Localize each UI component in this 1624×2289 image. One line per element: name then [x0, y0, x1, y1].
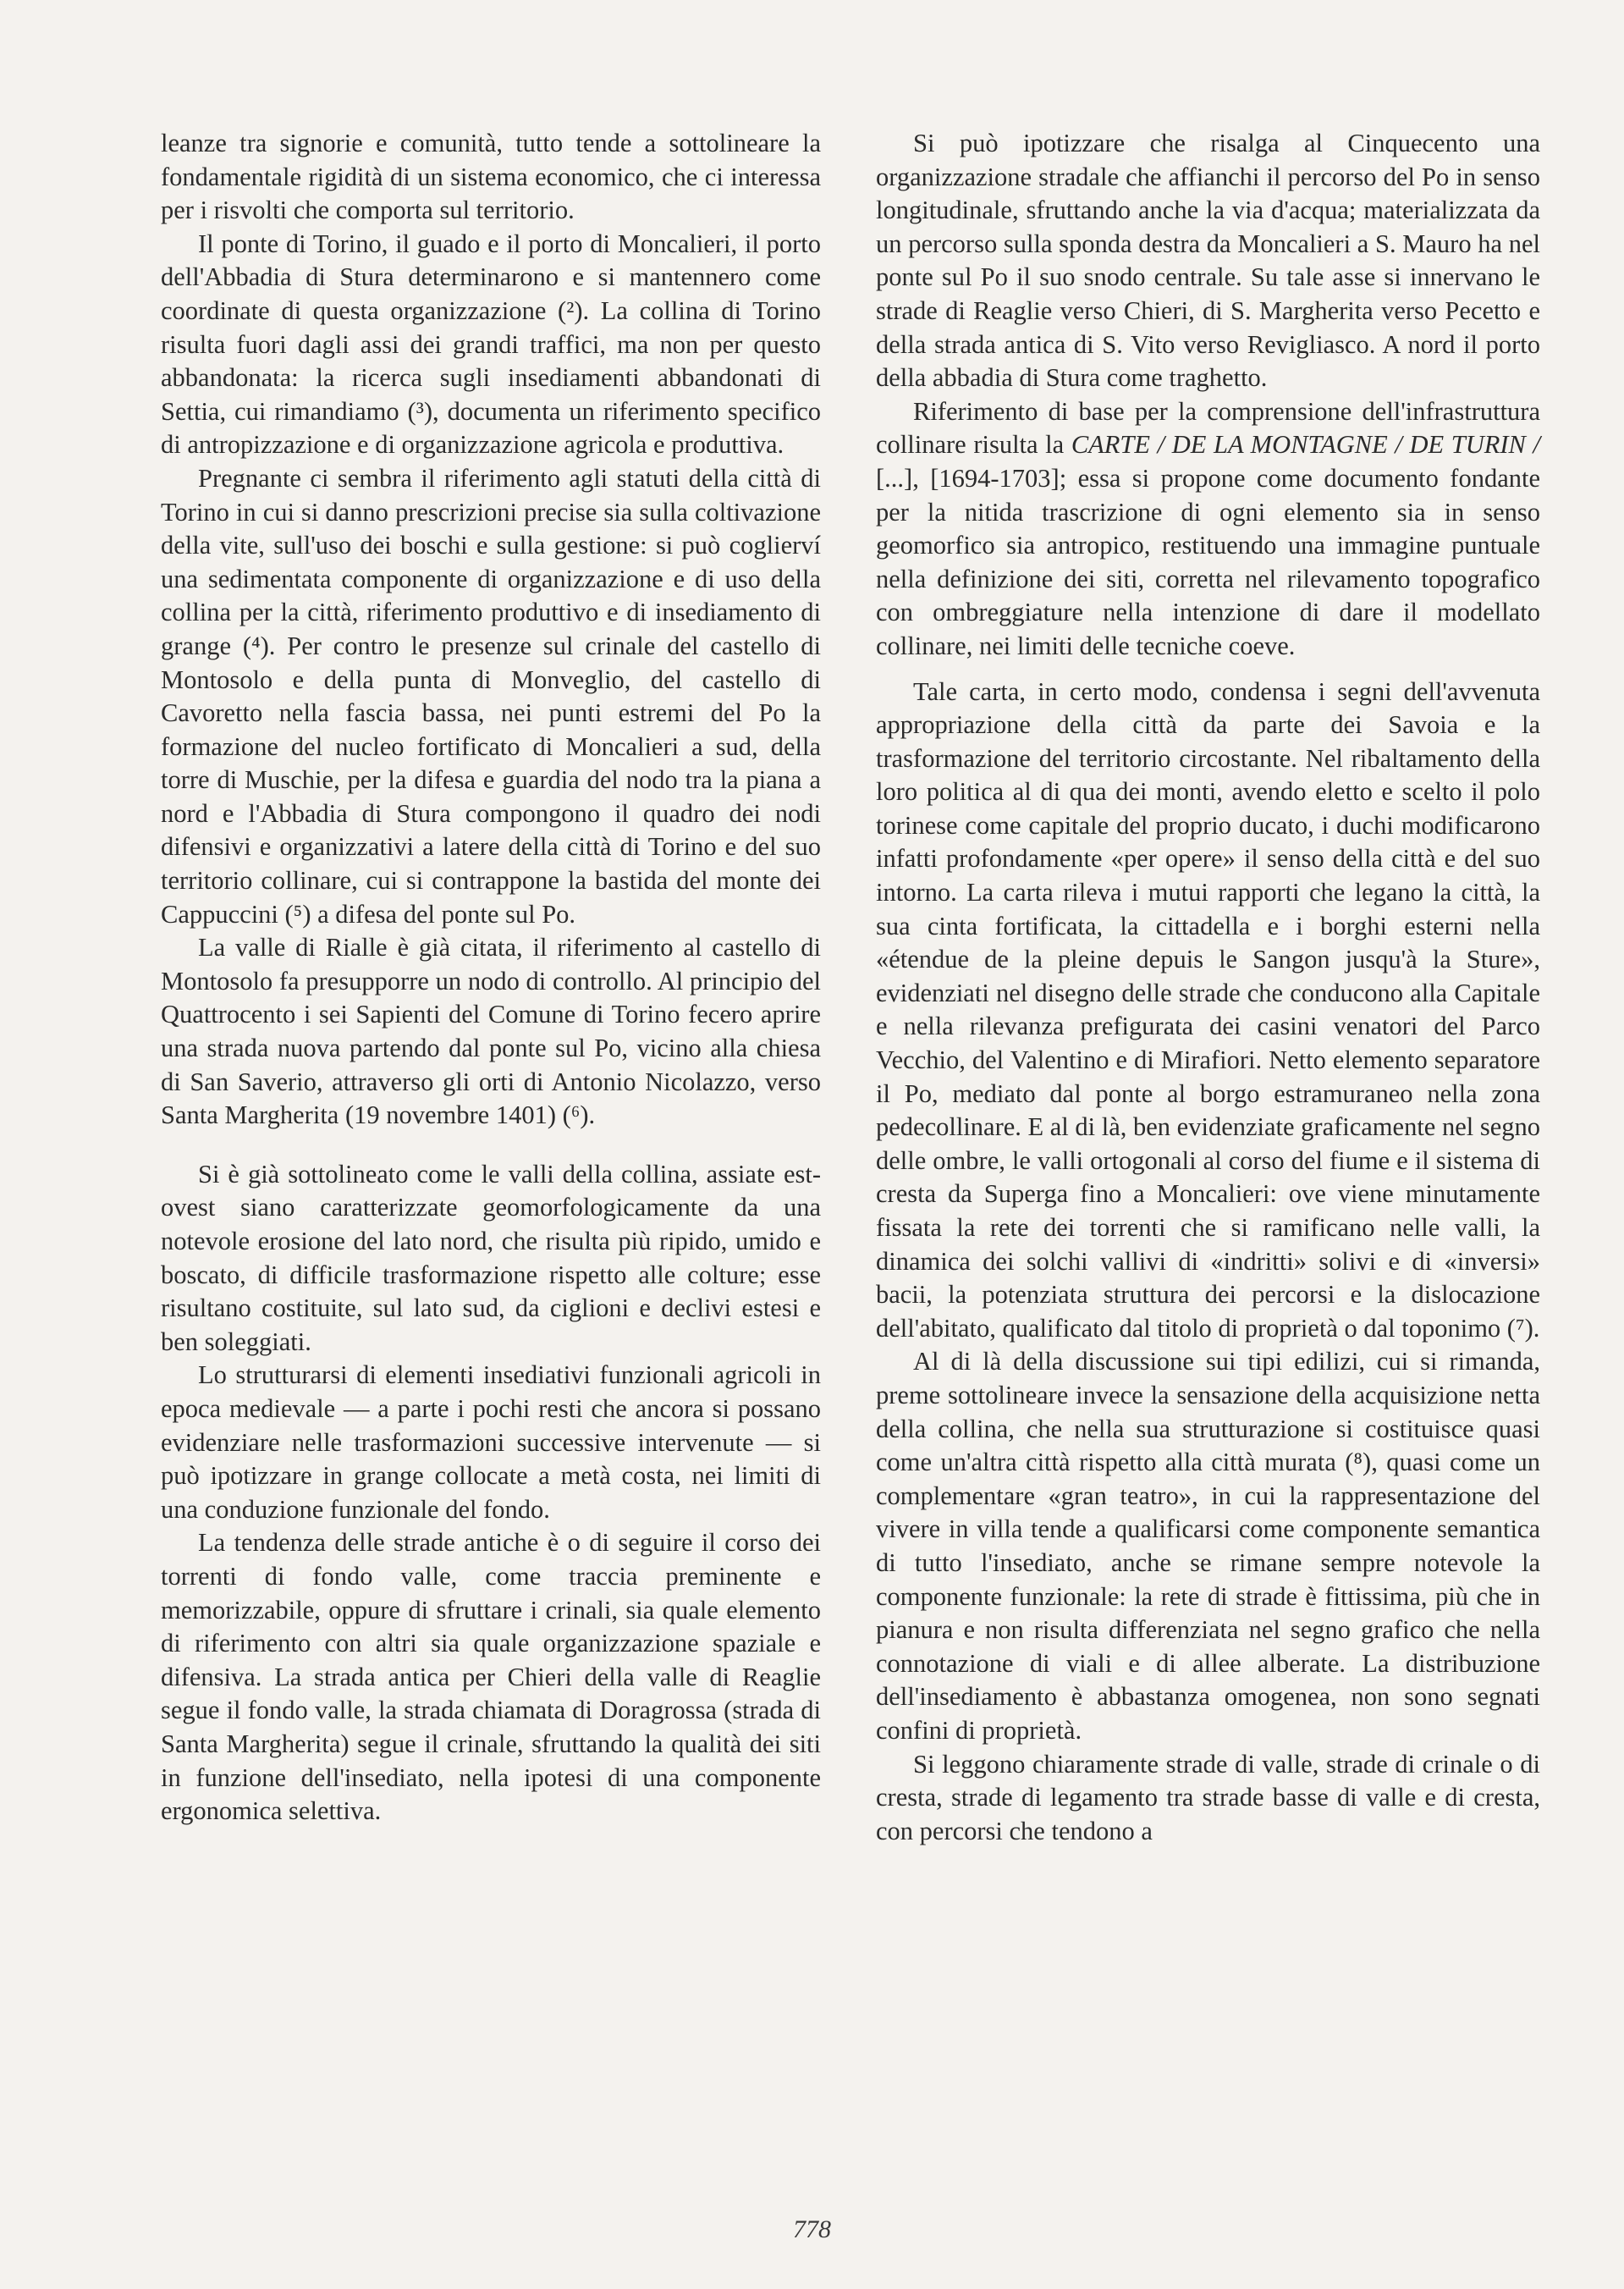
map-title: CARTE / DE LA MONTAGNE / DE TURIN / — [1071, 430, 1541, 460]
map-reference-after: [...], [1694-1703]; essa si propone come documento fondante per la nitida trascrizione di ogni elemento sia in senso geomorfico sia antropico, restituendo una immagine puntuale nella definizione dei siti, corretta nel rilevamento topografico con ombreggiature nella intenzione di dare il modellato collinare, nei limiti delle tecniche coeve. — [876, 463, 1540, 660]
left-column — [161, 127, 821, 1828]
paragraph: Si è già sottolineato come le valli della collina, assiate est-ovest siano caratterizzate geomorfologicamente da una notevole erosione del lato nord, che risulta più ripido, umido e boscato, di difficile trasformazione rispetto alle colture; esse risultano costituite, sul lato sud, da ciglioni e declivi estesi e ben soleggiati. — [161, 1159, 821, 1356]
paragraph-map-reference — [876, 395, 1540, 664]
paragraph: Pregnante ci sembra il riferimento agli statuti della città di Torino in cui si danno prescrizioni precise sia sulla coltivazione della vite, sull'uso dei boschi e sulla gestione: si può coglierví una sedimentata componente di organizzazione e di uso della collina per la città, riferimento produttivo e di insediamento di grange (⁴). Per contro le presenze sul crinale del castello di Montosolo e della punta di Monveglio, del castello di Cavoretto nella fascia bassa, nei punti estremi del Po la formazione del nucleo fortificato di Moncalieri a sud, della torre di Muschie, per la difesa e guardia del nodo tra la piana a nord e l'Abbadia di Stura compongono il quadro dei nodi difensivi e organizzativi a latere della città di Torino e del suo territorio collinare, cui si contrappone la bastida del monte dei Cappuccini (⁵) a difesa del ponte sul Po. — [161, 463, 821, 929]
paragraph: Tale carta, in certo modo, condensa i segni dell'avvenuta appropriazione della città da parte dei Savoia e la trasformazione del territorio circostante. Nel ribaltamento della loro politica al di qua dei monti, avendo eletto e scelto il polo torinese come capitale del proprio ducato, i duchi modificarono infatti profondamente «per opere» il senso della città e del suo intorno. La carta rileva i mutui rapporti che legano la città, la sua cinta fortificata, la cittadella e i borghi esterni nella «étendue de la pleine depuis le Sangon jusqu'à la Sture», evidenziati nel disegno delle strade che conducono alla Capitale e nella rilevanza prefigurata dei casini venatori del Parco Vecchio, del Valentino e di Mirafiori. Netto elemento separatore il Po, mediato dal ponte al borgo estramuraneo nella zona pedecollinare. E al di là, ben evidenziate graficamente nel segno delle ombre, le valli ortogonali al corso del fiume e il sistema di cresta da Superga fino a Moncalieri: ove viene minutamente fissata la rete dei torrenti che si ramificano nelle valli, la dinamica dei solchi vallivi di «indritti» solivi e di «inversi» bacii, la potenziata struttura dei percorsi e la dislocazione dell'abitato, qualificato dal titolo di proprietà o dal toponimo (⁷). — [876, 676, 1541, 1343]
paragraph: Si può ipotizzare che risalga al Cinquecento una organizzazione stradale che affianchi il percorso del Po in senso longitudinale, sfruttando anche la via d'acqua; materializzata da un percorso sulla sponda destra da Moncalieri a S. Mauro ha nel ponte sul Po il suo snodo centrale. Su tale asse si innervano le strade di Reaglie verso Chieri, di S. Margherita verso Pecetto e della strada antica di S. Vito verso Revigliasco. A nord il porto della abbadia di Stura come traghetto. — [876, 129, 1540, 393]
paragraph: La tendenza delle strade antiche è o di seguire il corso dei torrenti di fondo valle, come traccia preminente e memorizzabile, oppure di sfruttare i crinali, sia quale elemento di riferimento con altri sia quale organizzazione spaziale e difensiva. La strada antica per Chieri della valle di Reaglie segue il fondo valle, la strada chiamata di Doragrossa (strada di Santa Margherita) segue il crinale, sfruttando la qualità dei siti in funzione dell'insediato, nella ipotesi di una componente ergonomica selettiva. — [161, 1528, 821, 1826]
paragraph: Si leggono chiaramente strade di valle, strade di crinale o di cresta, strade di legamento tra strade basse di valle e di cresta, con percorsi che tendono a — [876, 1749, 1540, 1845]
paragraph: Il ponte di Torino, il guado e il porto di Moncalieri, il porto dell'Abbadia di Stura determinarono e si mantennero come coordinate di questa organizzazione (²). La collina di Torino risulta fuori dagli assi dei grandi traffici, ma non per questo abbandonata: la ricerca sugli insediamenti abbandonati di Settia, cui rimandiamo (³), documenta un riferimento specifico di antropizzazione e di organizzazione agricola e produttiva. — [161, 229, 821, 460]
right-column — [876, 127, 1540, 1848]
map-reference-before: Riferimento di base per la comprensione dell'infrastruttura collinare risulta la — [876, 396, 1540, 460]
paragraph: Lo strutturarsi di elementi insediativi funzionali agricoli in epoca medievale — a parte i pochi resti che ancora si possano evidenziare nelle trasformazioni successive intervenute — si può ipotizzare in grange collocate a metà costa, nei limiti di una conduzione funzionale del fondo. — [161, 1360, 821, 1524]
paragraph: La valle di Rialle è già citata, il riferimento al castello di Montosolo fa presupporre un nodo di controllo. Al principio del Quattrocento i sei Sapienti del Comune di Torino fecero aprire una strada nuova partendo dal ponte sul Po, vicino alla chiesa di San Saverio, attraverso gli orti di Antonio Nicolazzo, verso Santa Margherita (19 novembre 1401) (⁶). — [161, 933, 821, 1130]
paragraph: Al di là della discussione sui tipi edilizi, cui si rimanda, preme sottolineare invece la sensazione della acquisizione netta della collina, che nella sua strutturazione si costituisce quasi come un'altra città rispetto alla città murata (⁸), quasi come un complementare «gran teatro», in cui la rappresentazione del vivere in villa tende a qualificarsi come componente semantica di tutto l'insediato, anche se rimane sempre notevole la componente funzionale: la rete di strade è fittissima, più che in pianura e non risulta differenziata nel segno grafico che nella connotazione di viali e di allee alberate. La distribuzione dell'insediamento è abbastanza omogenea, non sono segnati confini di proprietà. — [876, 1347, 1540, 1745]
paragraph: leanze tra signorie e comunità, tutto tende a sottolineare la fondamentale rigidità di un sistema economico, che ci interessa per i risvolti che comporta sul territorio. — [161, 129, 821, 225]
page-number: 778 — [793, 2215, 831, 2243]
